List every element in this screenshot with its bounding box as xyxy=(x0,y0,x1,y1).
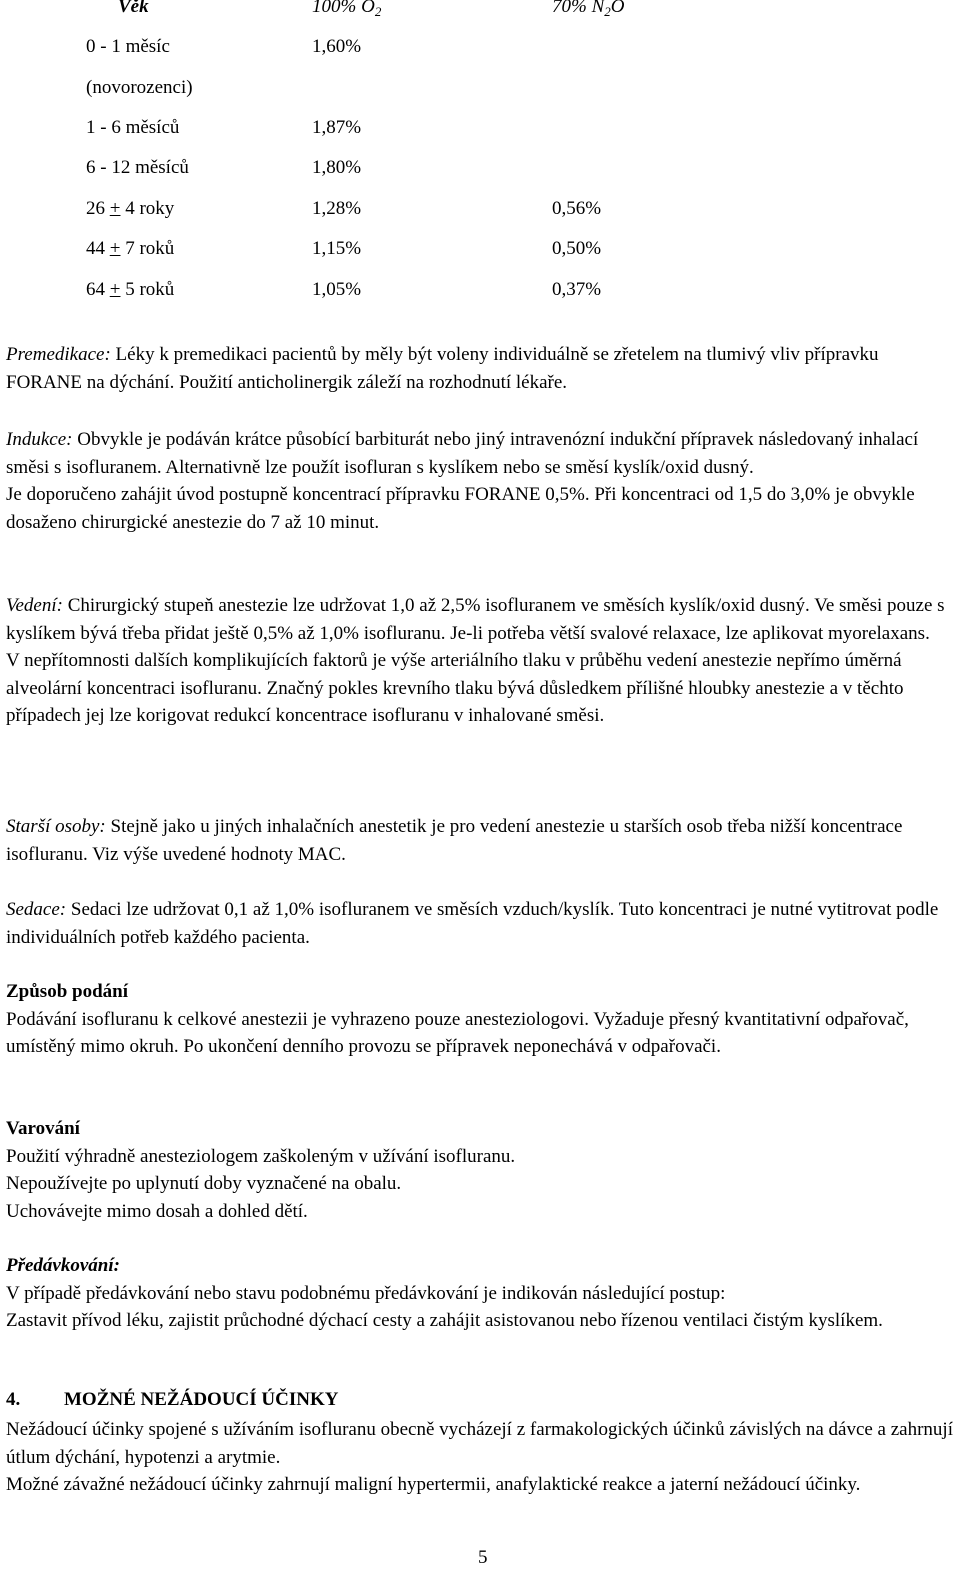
age-range: 4 roky xyxy=(120,198,175,219)
vedeni-text: Chirurgický stupeň anestezie lze udržovat 1,0 až 2,5% isofluranem ve směsích kyslík/oxid dusný. Ve směsi pouze s kyslíkem bývá třeba přidat ještě 0,5% až 1,0% isofluranu. Je-li potřeba větší svalové relaxace, lze aplikovat myorelaxans. xyxy=(6,595,945,644)
table-cell-o2: 1,28% xyxy=(312,198,362,219)
varovani-line: Uchovávejte mimo dosah a dohled dětí. xyxy=(6,1200,308,1222)
o2-subscript: 2 xyxy=(374,4,382,19)
section-4-text: Možné závažné nežádoucí účinky zahrnují maligní hypertermii, anafylaktické reakce a jaterní nežádoucí účinky. xyxy=(6,1474,861,1495)
table-header-age: Věk xyxy=(118,0,149,17)
n2o-subscript: 2 xyxy=(604,4,611,19)
table-cell-age xyxy=(86,238,174,260)
n2o-label-end: O xyxy=(610,0,625,17)
table-cell-o2: 1,80% xyxy=(312,157,362,178)
varovani-line: Použití výhradně anesteziologem zaškoleným v užívání isofluranu. xyxy=(6,1145,516,1167)
table-cell-age xyxy=(86,198,174,220)
table-header-n2o xyxy=(552,0,624,20)
age-range: 5 roků xyxy=(120,279,175,300)
zpusob-podani-section xyxy=(6,978,954,1061)
premedikace-paragraph xyxy=(6,341,954,396)
starsi-osoby-label: Starší osoby: xyxy=(6,816,106,837)
section-4-title: MOŽNÉ NEŽÁDOUCÍ ÚČINKY xyxy=(64,1389,339,1410)
table-cell-age: (novorozenci) xyxy=(86,77,193,98)
table-cell-n2o: 0,50% xyxy=(552,238,602,259)
age-range: 7 roků xyxy=(120,238,175,259)
indukce-label: Indukce: xyxy=(6,429,73,450)
sedace-text: Sedaci lze udržovat 0,1 až 1,0% isofluranem ve směsích vzduch/kyslík. Tuto koncentraci je nutné vytitrovat podle individuálních potřeb každého pacienta. xyxy=(6,899,939,948)
section-4-body xyxy=(6,1416,954,1499)
vedeni-label: Vedení: xyxy=(6,595,63,616)
sedace-label: Sedace: xyxy=(6,899,67,920)
plus-minus: + xyxy=(109,238,121,259)
table-cell-o2: 1,15% xyxy=(312,238,362,259)
age-value: 44 xyxy=(86,238,110,259)
zpusob-podani-heading: Způsob podání xyxy=(6,981,128,1002)
table-cell-age: 6 - 12 měsíců xyxy=(86,157,189,178)
section-4-text: Nežádoucí účinky spojené s užíváním isofluranu obecně vycházejí z farmakologických účinků závislých na dávce a zahrnují útlum dýchání, hypotenzi a arytmie. xyxy=(6,1419,953,1468)
starsi-osoby-paragraph xyxy=(6,813,954,868)
starsi-osoby-text: Stejně jako u jiných inhalačních anestetik je pro vedení anestezie u starších osob třeba nižší koncentrace isofluranu. Viz výše uvedené hodnoty MAC. xyxy=(6,816,903,865)
zpusob-podani-text: Podávání isofluranu k celkové anestezii je vyhrazeno pouze anesteziologovi. Vyžaduje přesný kvantitativní odpařovač, umístěný mimo okruh. Po ukončení denního provozu se přípravek neponechává v odpařovači. xyxy=(6,1008,909,1057)
table-cell-o2: 1,05% xyxy=(312,279,362,300)
o2-label: 100% O xyxy=(312,0,375,17)
varovani-section xyxy=(6,1115,954,1225)
vedeni-text-2: V nepřítomnosti dalších komplikujících faktorů je výše arteriálního tlaku v průběhu vedení anestezie nepřímo úměrná alveolární koncentraci isofluranu. Značný pokles krevního tlaku bývá důsledkem přílišné hloubky anestezie a v těchto případech jej lze korigovat redukcí koncentrace isofluranu v inhalované směsi. xyxy=(6,650,904,726)
varovani-heading: Varování xyxy=(6,1118,80,1139)
indukce-text-2: Je doporučeno zahájit úvod postupně koncentrací přípravku FORANE 0,5%. Při koncentraci od 1,5 do 3,0% je obvykle dosaženo chirurgické anestezie do 7 až 10 minut. xyxy=(6,484,915,533)
table-cell-n2o: 0,56% xyxy=(552,198,602,219)
sedace-paragraph xyxy=(6,896,954,951)
indukce-paragraph xyxy=(6,426,954,536)
page-number: 5 xyxy=(478,1547,488,1568)
table-cell-age xyxy=(86,279,174,301)
age-value: 64 xyxy=(86,279,110,300)
predavkovani-heading: Předávkování: xyxy=(6,1255,120,1276)
varovani-line: Nepoužívejte po uplynutí doby vyznačené na obalu. xyxy=(6,1173,402,1194)
vedeni-paragraph xyxy=(6,592,954,730)
table-cell-n2o: 0,37% xyxy=(552,279,602,300)
table-cell-o2: 1,60% xyxy=(312,36,362,57)
indukce-text: Obvykle je podáván krátce působící barbiturát nebo jiný intravenózní indukční přípravek následovaný inhalací směsi s isofluranem. Alternativně lze použít isofluran s kyslíkem nebo se směsí kyslík/oxid dusný. xyxy=(6,429,919,478)
premedikace-label: Premedikace: xyxy=(6,344,111,365)
section-4-number: 4. xyxy=(6,1389,21,1410)
table-cell-o2: 1,87% xyxy=(312,117,362,138)
table-cell-age: 0 - 1 měsíc xyxy=(86,36,170,57)
n2o-label: 70% N xyxy=(552,0,605,17)
table-cell-age: 1 - 6 měsíců xyxy=(86,117,180,138)
table-header-o2 xyxy=(312,0,381,20)
predavkovani-section xyxy=(6,1252,954,1335)
age-value: 26 xyxy=(86,198,110,219)
premedikace-text: Léky k premedikaci pacientů by měly být voleny individuálně se zřetelem na tlumivý vliv přípravku FORANE na dýchání. Použití anticholinergik záleží na rozhodnutí lékaře. xyxy=(6,344,879,393)
plus-minus: + xyxy=(109,279,121,300)
predavkovani-line: V případě předávkování nebo stavu podobnému předávkování je indikován následující postup: xyxy=(6,1282,726,1304)
plus-minus: + xyxy=(109,198,121,219)
predavkovani-text: Zastavit přívod léku, zajistit průchodné dýchací cesty a zahájit asistovanou nebo řízenou ventilaci čistým kyslíkem. xyxy=(6,1310,883,1331)
